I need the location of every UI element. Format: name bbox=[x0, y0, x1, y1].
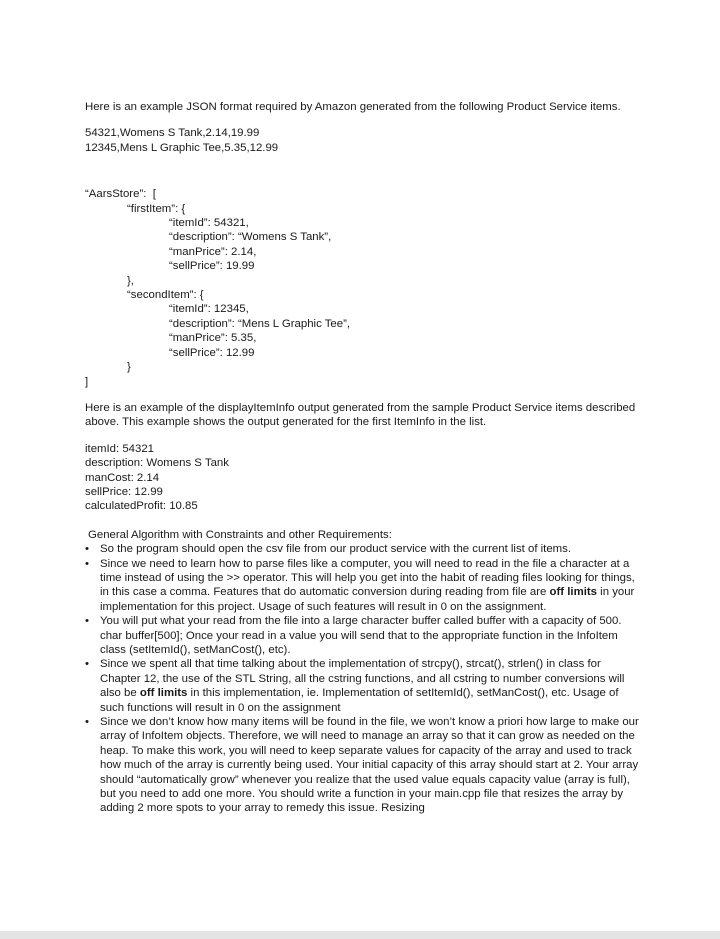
list-item: • Since we don’t know how many items will be found in the file, we won’t know a priori how large to make our array of InfoItem objects. Therefore, we will need to manage an array so that it can grow as needed on the heap. To make this work, you will need to keep separate values for capacity of the array and used to track how much of the array is currently being used. Your initial capacity of this array should start at 2. Your array should “automatically grow” whenever you realize that the used value equals capacity value (array is full), but you need to add one more. You should write a function in your main.cpp file that resizes the array by adding 2 more spots to your array to remedy this issue. Resizing bbox=[85, 715, 640, 816]
json-line: “sellPrice”: 19.99 bbox=[169, 260, 255, 273]
json-line: “sellPrice”: 12.99 bbox=[169, 346, 255, 359]
display-output bbox=[85, 442, 640, 514]
json-line: “itemId”: 54321, bbox=[169, 217, 249, 230]
display-intro-paragraph: Here is an example of the displayItemInfo output generated from the sample Product Service items described above. This example shows the output generated for the first ItemInfo in the list. bbox=[85, 401, 636, 429]
json-line: “manPrice”: 5.35, bbox=[169, 332, 257, 345]
output-line: calculatedProfit: 10.85 bbox=[85, 500, 198, 513]
algorithm-title: General Algorithm with Constraints and other Requirements: bbox=[88, 528, 392, 541]
json-line: ] bbox=[85, 375, 89, 388]
csv-line-2: 12345,Mens L Graphic Tee,5.35,12.99 bbox=[85, 141, 279, 154]
output-line: manCost: 2.14 bbox=[85, 471, 160, 484]
bottom-edge-bar bbox=[0, 931, 720, 939]
json-line: “firstItem”: { bbox=[127, 202, 186, 215]
json-line: } bbox=[127, 361, 131, 374]
json-example bbox=[85, 187, 640, 389]
output-line: sellPrice: 12.99 bbox=[85, 485, 163, 498]
requirements-list bbox=[85, 542, 640, 816]
list-item: • So the program should open the csv file from our product service with the current list of items. bbox=[85, 542, 640, 556]
list-item: • You will put what your read from the file into a large character buffer called buffer with a capacity of 500. char buffer[500]; Once your read in a value you will send that to the appropriate function in the InfoItem class (setItemId(), setManCost(), etc). bbox=[85, 614, 640, 657]
output-line: description: Womens S Tank bbox=[85, 457, 229, 470]
csv-line-1: 54321,Womens S Tank,2.14,19.99 bbox=[85, 127, 260, 140]
json-line: “manPrice”: 2.14, bbox=[169, 245, 257, 258]
json-line: “AarsStore”: [ bbox=[85, 188, 156, 201]
output-line: itemId: 54321 bbox=[85, 442, 155, 455]
emphasis-off-limits: off limits bbox=[549, 586, 597, 599]
intro-paragraph: Here is an example JSON format required by Amazon generated from the following Product Service items. bbox=[85, 101, 621, 113]
list-item: • Since we spent all that time talking about the implementation of strcpy(), strcat(), strlen() in class for Chapter 12, the use of the STL String, all the cstring functions, and all cstring to number conversions will also be off limits in this implementation, ie. Implementation of setItemId(), setManCost(), etc. Usage of such functions will result in 0 on the assignment bbox=[85, 657, 640, 715]
json-line: “itemId”: 12345, bbox=[169, 303, 249, 316]
algorithm-section bbox=[85, 528, 640, 816]
emphasis-off-limits: off limits bbox=[139, 687, 188, 700]
json-line: “description”: “Mens L Graphic Tee”, bbox=[169, 317, 351, 330]
list-item: • Since we need to learn how to parse files like a computer, you will need to read in the file a character at a time instead of using the >> operator. This will help you get into the habit of reading files looking for things, in this case a comma. Features that do automatic conversion during reading from file are off limits in your implementation for this project. Usage of such features will result in 0 on the assignment. bbox=[85, 557, 640, 615]
document-body bbox=[85, 100, 640, 816]
json-line: “description”: “Womens S Tank”, bbox=[169, 231, 332, 244]
json-line: }, bbox=[127, 274, 134, 287]
json-line: “secondItem”: { bbox=[127, 289, 204, 302]
